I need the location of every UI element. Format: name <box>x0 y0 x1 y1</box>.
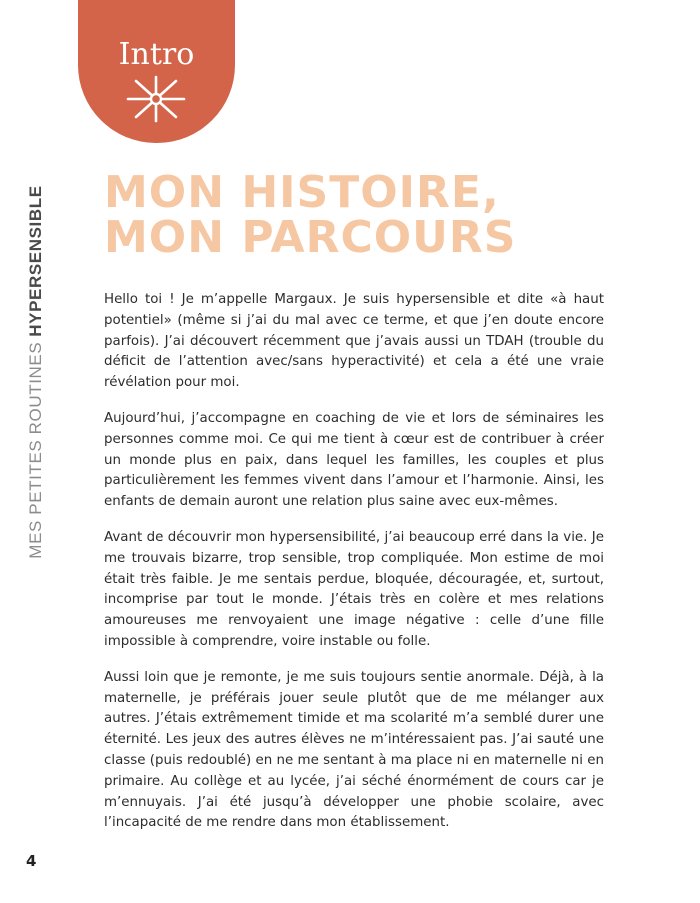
body-text <box>104 290 604 849</box>
series-title-bold: HYPERSENSIBLE <box>26 185 45 337</box>
running-series-title <box>26 185 46 558</box>
page-number: 4 <box>26 852 37 870</box>
page-title <box>104 167 517 263</box>
paragraph: Aujourd’hui, j’accompagne en coaching de vie et lors de séminaires les personnes comme moi. Ce qui me tient à cœur est de contribuer à créer un monde plus en paix, dans lequel les familles, les couples et plus particulièrement les femmes vivent dans l’amour et l’harmonie. Ainsi, les enfants de demain auront une relation plus saine avec eux-mêmes. <box>104 410 604 510</box>
chapter-tab-label: Intro <box>118 37 195 72</box>
page-title-line-1: MON HISTOIRE, <box>104 167 500 218</box>
paragraph: Avant de découvrir mon hypersensibilité, j’ai beaucoup erré dans la vie. Je me trouvais bizarre, trop sensible, trop compliquée. Mon estime de moi était très faible. Je me sentais perdue, bloquée, découragée, et, surtout, incomprise par tout le monde. J’étais très en colère et mes relations amoureuses me renvoyaient une image négative : celle d’une fille impossible à comprendre, voire instable ou folle. <box>104 529 604 649</box>
paragraph: Hello toi ! Je m’appelle Margaux. Je suis hypersensible et dite «à haut potentiel» (même si j’ai du mal avec ce terme, et que j’en doute encore parfois). J’ai découvert récemment que j’avais aussi un TDAH (trouble du déficit de l’attention avec/sans hyperactivité) et cela a été une vraie révélation pour moi. <box>104 292 604 391</box>
paragraph: Aussi loin que je remonte, je me suis toujours sentie anormale. Déjà, à la maternelle, je préférais jouer seule plutôt que de me mélanger aux autres. J’étais extrêmement timide et ma scolarité m’a semblé durer une éternité. Les jeux des autres élèves ne m’intéressaient pas. J’ai sauté une classe (puis redoublé) en ne me sentant à ma place ni en maternelle ni en primaire. Au collège et au lycée, j’ai séché énormément de cours car je m’ennuyais. J’ai été jusqu’à développer une phobie scolaire, avec l’incapacité de me rendre dans mon établissement. <box>104 669 604 831</box>
series-title-light: MES PETITES ROUTINES <box>26 341 45 559</box>
sparkle-icon <box>120 75 192 123</box>
page-title-line-2: MON PARCOURS <box>104 212 517 263</box>
chapter-tab <box>78 0 235 143</box>
